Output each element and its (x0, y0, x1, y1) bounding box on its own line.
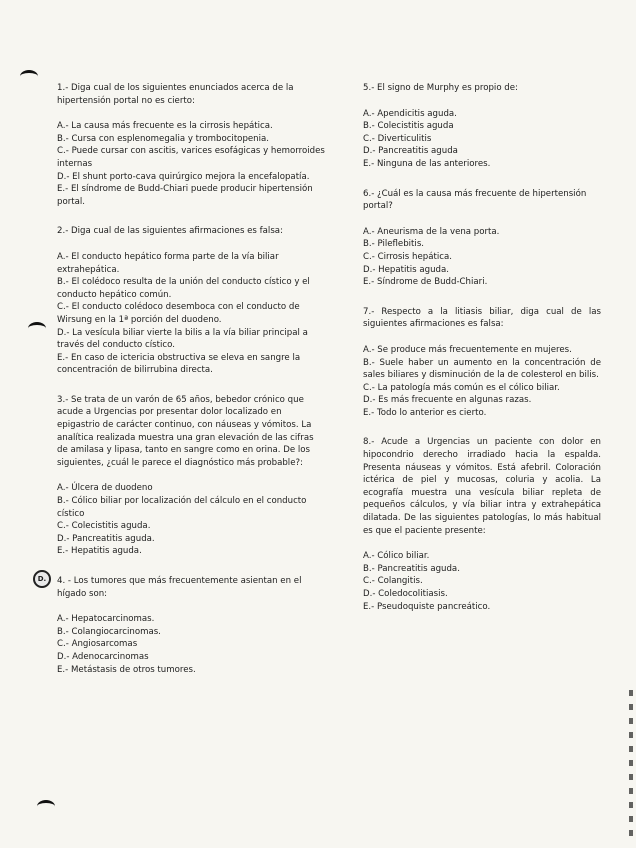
answer-option: C.- Colangitis. (363, 576, 423, 587)
question-stem: 8.- Acude a Urgencias un paciente con dolor en hipocondrio derecho irradiado hacia la espalda. Presenta náuseas y vómitos. Está afebril. Coloración ictérica de piel y mucosas, coluria y acolia. La ecografía muestra una vesícula biliar repleta de pequeños cálculos, y vía biliar intra y extrahepática dilatada. De las siguientes patologías, lo más habitual es que el paciente presente: (363, 437, 601, 536)
answer-options (363, 550, 601, 613)
answer-option: B.- Cólico biliar por localización del cálculo en el conducto cístico (57, 496, 307, 519)
binder-hole-icon (20, 70, 38, 83)
answer-option: D.- El shunt porto-cava quirúrgico mejora la encefalopatía. (57, 171, 310, 182)
answer-option: E.- En caso de ictericia obstructiva se eleva en sangre la concentración de bilirrubina directa. (57, 352, 301, 376)
answer-options (363, 108, 601, 171)
answer-option: D.- Es más frecuente en algunas razas. (363, 395, 532, 406)
answer-option: A.- Cólico biliar. (363, 551, 430, 562)
answer-option: E.- Hepatitis aguda. (57, 546, 142, 557)
answer-options (57, 613, 327, 676)
left-column (57, 82, 327, 693)
question-stem: 4. - Los tumores que más frecuentemente asientan en el hígado son: (57, 576, 302, 599)
answer-option: B.- Colecistitis aguda (363, 121, 454, 132)
answer-option: E.- Todo lo anterior es cierto. (363, 407, 487, 418)
question-2 (57, 225, 327, 377)
question-stem: 7.- Respecto a la litiasis biliar, diga cual de las siguientes afirmaciones es falsa: (363, 306, 601, 330)
answer-options (57, 482, 327, 558)
answer-options (363, 344, 601, 420)
answer-option: C.- La patología más común es el cólico biliar. (363, 382, 560, 393)
answer-option: C.- Diverticulitis (363, 133, 432, 144)
page-edge-marks (629, 690, 633, 840)
answer-option: B.- Colangiocarcinomas. (57, 626, 161, 637)
answer-option: A.- Apendicitis aguda. (363, 108, 457, 119)
answer-option: C.- Puede cursar con ascitis, varices esofágicas y hemorroides internas (57, 146, 325, 169)
answer-option: E.- Metástasis de otros tumores. (57, 664, 196, 675)
answer-option: A.- El conducto hepático forma parte de la vía biliar extrahepática. (57, 251, 279, 275)
answer-option: C.- Cirrosis hepática. (363, 251, 452, 262)
answer-option: A.- Aneurisma de la vena porta. (363, 226, 500, 237)
answer-option: D.- Pancreatitis aguda. (57, 533, 155, 544)
answer-option: E.- Síndrome de Budd-Chiari. (363, 277, 488, 288)
question-stem: 3.- Se trata de un varón de 65 años, bebedor crónico que acude a Urgencias por presentar dolor localizado en epigastrio de carácter continuo, con náuseas y vómitos. La analítica realizada muestra una gran elevación de las cifras de amilasa y lipasa, tanto en sangre como en orina. De los siguientes, ¿cuál le parece el diagnóstico más probable?: (57, 394, 314, 468)
answer-option: A.- La causa más frecuente es la cirrosis hepática. (57, 121, 273, 132)
answer-option: E.- Ninguna de las anteriores. (363, 158, 491, 169)
answer-options (57, 251, 327, 377)
answer-option: B.- Cursa con esplenomegalia y trombocitopenia. (57, 133, 270, 144)
answer-option: B.- El colédoco resulta de la unión del conducto cístico y el conducto hepático común. (57, 277, 310, 300)
question-1 (57, 82, 327, 208)
answer-option: A.- Úlcera de duodeno (57, 483, 153, 494)
answer-option: D.- Pancreatitis aguda (363, 146, 458, 157)
answer-options (363, 226, 601, 289)
question-stem: 1.- Diga cual de los siguientes enunciados acerca de la hipertensión portal no es cierto: (57, 83, 294, 106)
answer-option: B.- Suele haber un aumento en la concentración de sales biliares y disminución de la de colesterol en bilis. (363, 357, 601, 381)
binder-hole-icon (37, 800, 55, 813)
answer-option: D.- Adenocarcinomas (57, 651, 149, 662)
answer-option: B.- Pancreatitis aguda. (363, 563, 460, 574)
right-column (363, 82, 601, 630)
answer-option: C.- Colecistitis aguda. (57, 521, 151, 532)
question-3 (57, 394, 327, 558)
answer-option: D.- La vesícula biliar vierte la bilis a la vía biliar principal a través del conducto cístico. (57, 327, 308, 351)
answer-option: E.- El síndrome de Budd-Chiari puede producir hipertensión portal. (57, 184, 313, 207)
question-stem: 5.- El signo de Murphy es propio de: (363, 83, 518, 93)
binder-hole-icon (28, 322, 46, 335)
question-stem: 6.- ¿Cuál es la causa más frecuente de hipertensión portal? (363, 188, 587, 212)
answer-option: A.- Se produce más frecuentemente en mujeres. (363, 344, 572, 355)
answer-option: D.- Coledocolitiasis. (363, 589, 448, 599)
answer-option: D.- Hepatitis aguda. (363, 264, 449, 275)
question-7 (363, 306, 601, 420)
question-stem: 2.- Diga cual de las siguientes afirmaciones es falsa: (57, 226, 283, 237)
question-8 (363, 436, 601, 613)
answer-option: E.- Pseudoquiste pancreático. (363, 601, 491, 612)
question-4 (57, 575, 327, 676)
answer-option: A.- Hepatocarcinomas. (57, 614, 155, 625)
margin-marker: D. (33, 570, 51, 588)
question-5 (363, 82, 601, 171)
question-6 (363, 188, 601, 289)
answer-options (57, 120, 327, 208)
answer-option: C.- El conducto colédoco desemboca con el conducto de Wirsung en la 1ª porción del duodeno. (57, 302, 300, 325)
answer-option: B.- Pileflebitis. (363, 239, 425, 250)
answer-option: C.- Angiosarcomas (57, 639, 138, 650)
